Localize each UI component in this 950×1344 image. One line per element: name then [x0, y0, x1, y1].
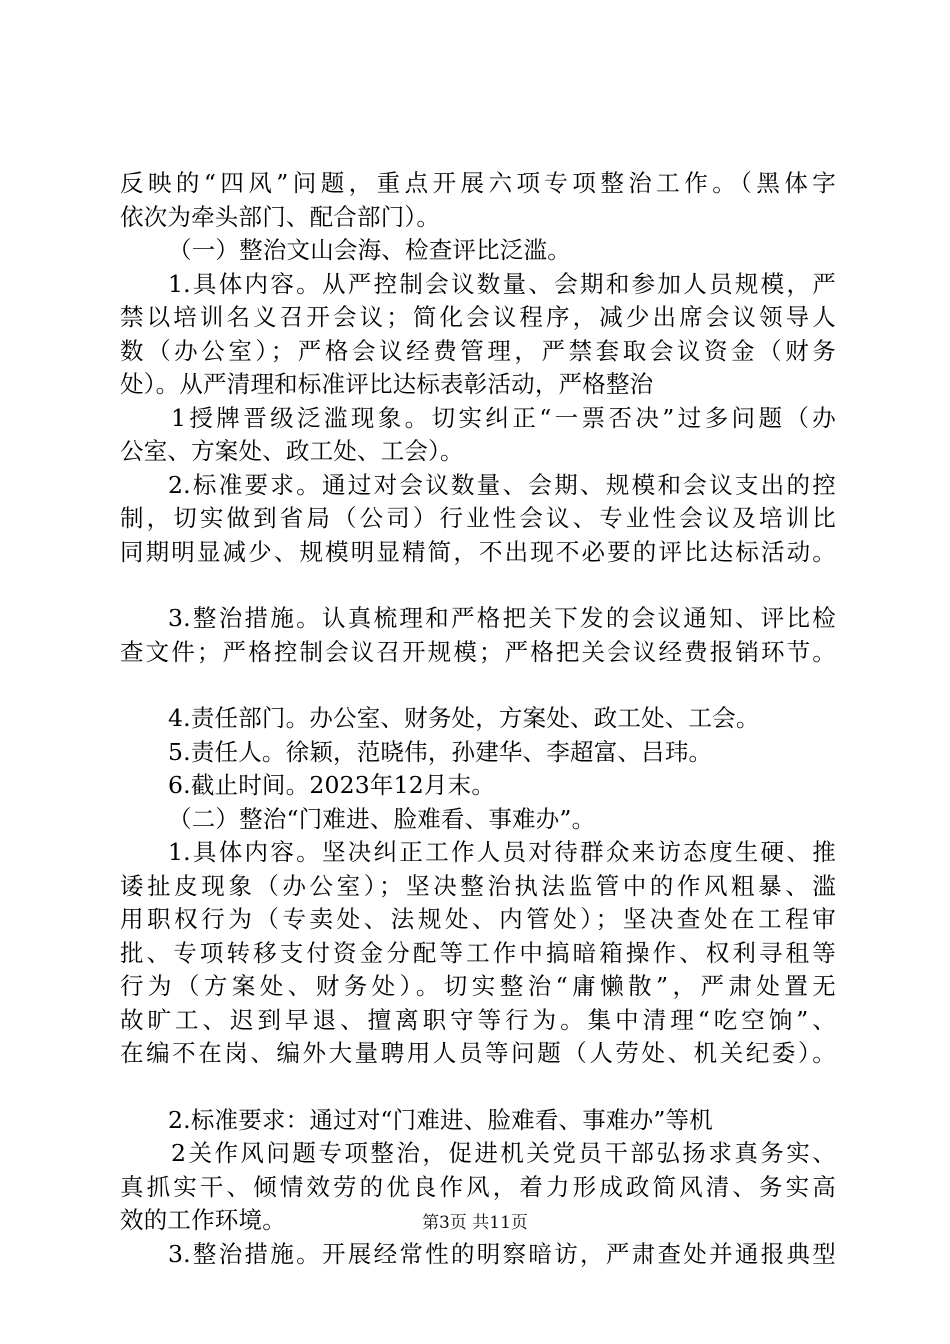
- text-line: 行为（方案处、财务处）。切实整治“庸懒散”，严肃处置无: [120, 972, 836, 1000]
- text-line: 处）。从严清理和标准评比达标表彰活动，严格整治: [120, 370, 654, 398]
- text-line: 反映的“四风”问题，重点开展六项专项整治工作。（黑体字: [120, 169, 836, 197]
- text-line: 2关作风问题专项整治，促进机关党员干部弘扬求真务实、: [171, 1139, 836, 1167]
- text-line: 数（办公室）；严格会议经费管理，严禁套取会议资金（财务: [120, 336, 836, 365]
- text-line: 1授牌晋级泛滥现象。切实纠正“一票否决”过多问题（办: [171, 403, 836, 432]
- paragraph-gap: [120, 669, 836, 702]
- text-line: 效的工作环境。: [120, 1206, 286, 1234]
- text-line: 用职权行为（专卖处、法规处、内管处）；坚决查处在工程审: [120, 905, 836, 933]
- text-line: 1.具体内容。坚决纠正工作人员对待群众来访态度生硬、推: [168, 838, 836, 866]
- text-line: 4.责任部门。办公室、财务处，方案处、政工处、工会。: [168, 704, 760, 732]
- document-body: [120, 167, 836, 1271]
- text-line: 3.整治措施。认真梳理和严格把关下发的会议通知、评比检: [168, 604, 836, 632]
- section-heading: （二）整治“门难进、脸难看、事难办”。: [168, 804, 596, 833]
- text-line: 2.标准要求：通过对“门难进、脸难看、事难办”等机: [168, 1105, 713, 1134]
- paragraph-gap: [120, 1071, 836, 1104]
- text-line: 依次为牵头部门、配合部门）。: [120, 202, 441, 231]
- page-number-footer: 第3页 共11页: [422, 1213, 528, 1233]
- text-line: 诿扯皮现象（办公室）；坚决整治执法监管中的作风粗暴、滥: [120, 871, 836, 900]
- text-line: 5.责任人。徐颖，范晓伟，孙建华、李超富、吕玮。: [168, 737, 713, 766]
- text-line: 同期明显减少、规模明显精简，不出现不必要的评比达标活动。: [120, 537, 836, 566]
- text-line: 真抓实干、倾情效劳的优良作风，着力形成政简风清、务实高: [120, 1172, 836, 1201]
- paragraph-gap: [120, 569, 836, 602]
- text-line: 批、专项转移支付资金分配等工作中搞暗箱操作、权利寻租等: [120, 938, 836, 967]
- text-line: 6.截止时间。2023年12月末。: [168, 771, 496, 799]
- text-line: 禁以培训名义召开会议；简化会议程序，减少出席会议领导人: [120, 303, 836, 331]
- text-line: 查文件；严格控制会议召开规模；严格把关会议经费报销环节。: [120, 637, 836, 666]
- text-line: 制，切实做到省局（公司）行业性会议、专业性会议及培训比: [120, 504, 836, 532]
- text-line: 故旷工、迟到早退、擅离职守等行为。集中清理“吃空饷”、: [120, 1005, 836, 1034]
- text-line: 3.整治措施。开展经常性的明察暗访，严肃查处并通报典型: [168, 1239, 836, 1268]
- text-line: 公室、方案处、政工处、工会）。: [120, 437, 464, 465]
- text-line: 在编不在岗、编外大量聘用人员等问题（人劳处、机关纪委）。: [120, 1039, 836, 1067]
- text-line: 2.标准要求。通过对会议数量、会期、规模和会议支出的控: [168, 470, 836, 499]
- text-line: 1.具体内容。从严控制会议数量、会期和参加人员规模，严: [168, 269, 836, 298]
- section-heading: （一）整治文山会海、检查评比泛滥。: [168, 236, 571, 264]
